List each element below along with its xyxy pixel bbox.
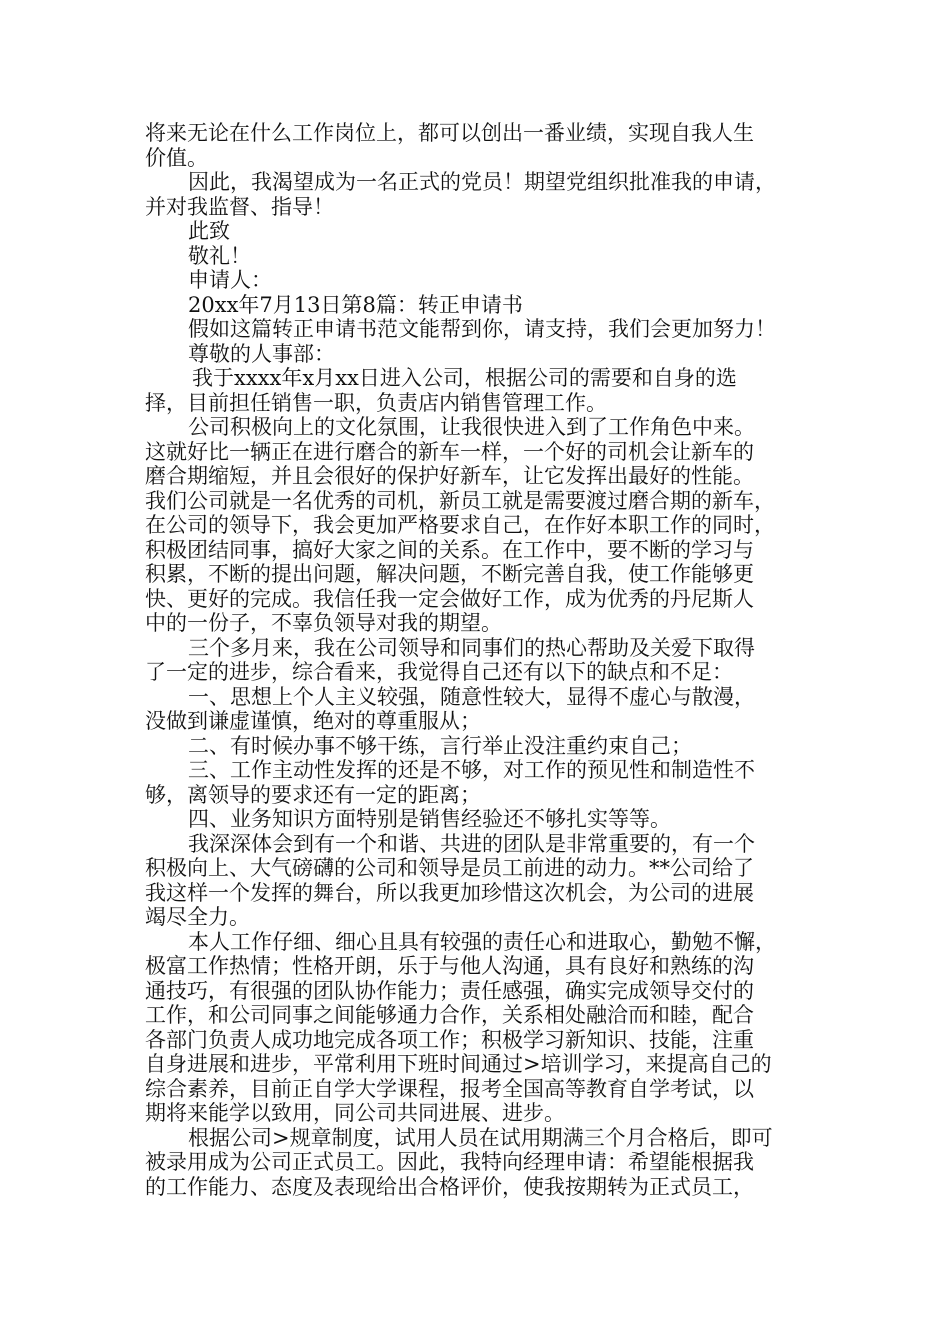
text-line: 三个多月来，我在公司领导和同事们的热心帮助及关爱下取得 [188, 635, 755, 660]
text-line: 积累，不断的提出问题，解决问题，不断完善自我，使工作能够更 [145, 562, 754, 586]
text-line: 期将来能学以致用，同公司共同进展、进步。 [145, 1101, 565, 1125]
text-line: 的工作能力、态度及表现给出合格评价，使我按期转为正式员工， [145, 1174, 754, 1199]
text-line: 中的一份子，不辜负领导对我的期望。 [145, 611, 502, 635]
text-line: 敬礼！ [188, 243, 251, 268]
text-line: 通技巧，有很强的团队协作能力；责任感强，确实完成领导交付的 [145, 978, 754, 1003]
text-line: 因此，我渴望成为一名正式的党员！期望党组织批准我的申请， [188, 170, 776, 194]
text-line: 我们公司就是一名优秀的司机，新员工就是需要渡过磨合期的新车， [145, 488, 775, 513]
text-line: 我于xxxx年x月xx日进入公司，根据公司的需要和自身的选 [192, 366, 737, 390]
text-line: 四、业务知识方面特别是销售经验还不够扎实等等。 [188, 807, 671, 831]
text-line: 20xx年7月13日第8篇：转正申请书 [188, 292, 523, 317]
text-line: 三、工作主动性发挥的还是不够，对工作的预见性和制造性不 [188, 758, 755, 782]
text-line: 这就好比一辆正在进行磨合的新车一样，一个好的司机会让新车的 [145, 439, 754, 464]
text-line: 积极向上、大气磅礴的公司和领导是员工前进的动力。**公司给了 [145, 856, 754, 880]
text-line: 本人工作仔细、细心且具有较强的责任心和进取心，勤勉不懈， [188, 929, 776, 954]
text-line: 够，离领导的要求还有一定的距离； [145, 782, 481, 807]
text-line: 各部门负责人成功地完成各项工作；积极学习新知识、技能，注重 [145, 1027, 754, 1052]
text-line: 一、思想上个人主义较强，随意性较大，显得不虚心与散漫， [188, 684, 755, 709]
text-line: 尊敬的人事部： [188, 341, 335, 366]
text-line: 自身进展和进步，平常利用下班时间通过>培训学习，来提高自己的 [145, 1052, 772, 1076]
text-line: 了一定的进步，综合看来，我觉得自己还有以下的缺点和不足： [145, 660, 733, 684]
text-line: 价值。 [145, 145, 208, 170]
text-line: 根据公司>规章制度，试用人员在试用期满三个月合格后，即可 [188, 1125, 773, 1150]
text-line: 二、有时候办事不够干练，言行举止没注重约束自己； [188, 733, 692, 758]
text-line: 被录用成为公司正式员工。因此，我特向经理申请：希望能根据我 [145, 1150, 754, 1174]
text-line: 在公司的领导下，我会更加严格要求自己，在作好本职工作的同时， [145, 513, 775, 537]
text-line: 我这样一个发挥的舞台，所以我更加珍惜这次机会，为公司的进展 [145, 880, 754, 905]
text-line: 快、更好的完成。我信任我一定会做好工作，成为优秀的丹尼斯人 [145, 586, 754, 611]
text-line: 我深深体会到有一个和谐、共进的团队是非常重要的，有一个 [188, 831, 755, 856]
text-line: 此致 [188, 219, 230, 243]
text-line: 没做到谦虚谨慎，绝对的尊重服从； [145, 709, 481, 733]
text-line: 积极团结同事，搞好大家之间的关系。在工作中，要不断的学习与 [145, 537, 754, 562]
text-line: 综合素养，目前正自学大学课程，报考全国高等教育自学考试，以 [145, 1076, 754, 1101]
text-line: 择，目前担任销售一职，负责店内销售管理工作。 [145, 390, 607, 415]
text-line: 假如这篇转正申请书范文能帮到你，请支持，我们会更加努力！ [188, 317, 776, 341]
text-line: 极富工作热情；性格开朗，乐于与他人沟通，具有良好和熟练的沟 [145, 954, 754, 978]
text-line: 工作，和公司同事之间能够通力合作，关系相处融洽而和睦，配合 [145, 1003, 754, 1027]
text-line: 并对我监督、指导！ [145, 194, 334, 219]
text-line: 将来无论在什么工作岗位上，都可以创出一番业绩，实现自我人生 [145, 121, 754, 145]
text-line: 申请人： [188, 268, 272, 292]
text-line: 竭尽全力。 [145, 905, 250, 929]
document-body [145, 121, 813, 1199]
text-line: 公司积极向上的文化氛围，让我很快进入到了工作角色中来。 [188, 415, 755, 439]
text-line: 磨合期缩短，并且会很好的保护好新车，让它发挥出最好的性能。 [145, 464, 754, 488]
